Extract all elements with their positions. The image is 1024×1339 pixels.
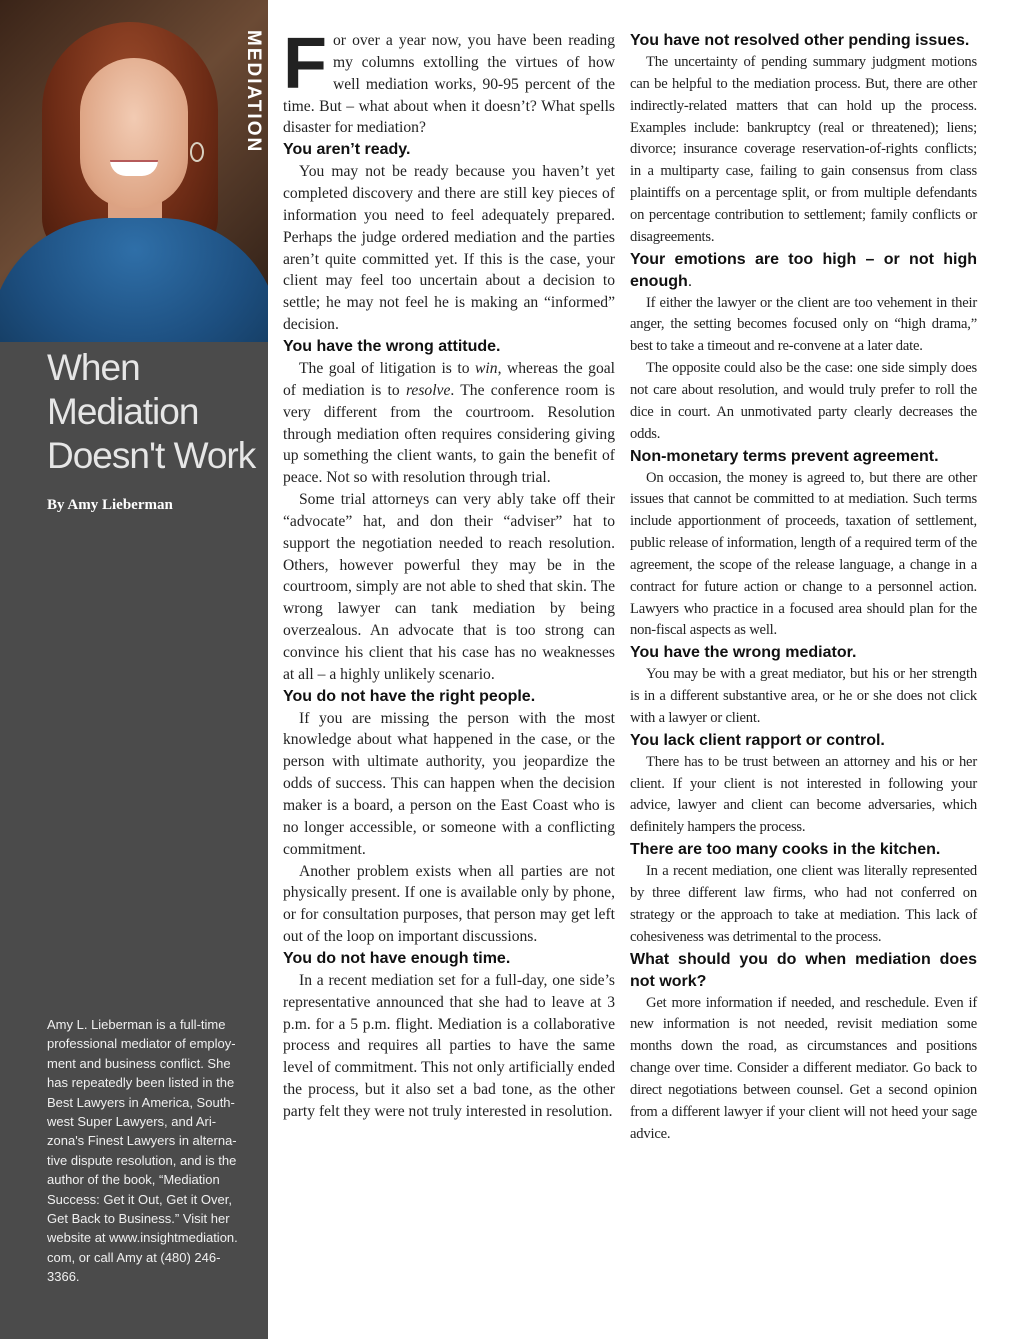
paragraph: In a recent mediation set for a full-day, one side’s representative announced that she had to leave at 3 p.m. for a 5 p.m. flight. Mediation is a collaborative process and requires all parties to have the same level of commitment. This not only artificially ended the process, but it also set a bad tone, as the other party felt they were not truly interested in resolution. (283, 971, 615, 1120)
section-heading: Non-monetary terms prevent agreement. (630, 447, 939, 465)
photo-face (80, 58, 188, 208)
intro-text: or over a year now, you have been reading my columns extolling the virtues of how well mediation works, 90-95 percent of the time. But – what about when it doesn’t? What spells disaster for mediation? (283, 32, 615, 137)
text-run: The goal of litigation is to (299, 359, 476, 377)
title-line: When (47, 347, 140, 388)
text-run: , whereas the goal of mediation is to (283, 359, 615, 399)
paragraph: If either the lawyer or the client are too vehement in their anger, the setting becomes focused only on “high drama,” best to take a timeout and re-convene at a later date. (630, 294, 977, 355)
bio-line: has repeatedly been listed in the (47, 1075, 235, 1091)
bio-line: Best Lawyers in America, South- (47, 1094, 235, 1110)
heading-text: Your emotions are too high – or not high enough (630, 250, 977, 290)
bio-line: Get Back to Business.” Visit her (47, 1211, 230, 1227)
section-heading: You do not have the right people. (283, 687, 536, 705)
section-heading: What should you do when mediation does not work? (630, 950, 977, 990)
heading-period: . (687, 272, 693, 290)
drop-cap: F (283, 24, 327, 104)
paragraph: The uncertainty of pending summary judgment motions can be helpful to the mediation process. But, there are other indirectly-related matters that can hold up the process. Examples include: bankruptcy (real or threatened); liens; divorce; insurance coverage reservation-of-rights conflicts; in a multiparty case, failing to gain consensus from class plaintiffs on a percentage split, or from multiple defendants on percentage contribution to settlement; family conflicts or disagreements. (630, 54, 977, 245)
section-heading: You have not resolved other pending issues. (630, 32, 970, 49)
paragraph: Some trial attorneys can very ably take off their “advocate” hat, and don their “adviser” hat to support the negotiation needed to reach resolution. Others, however powerful they may be in the courtroom, simply are not able to shed that skin. The wrong lawyer can tank mediation by being overzealous. An advocate that is too strong can convince his client that his case has no weaknesses at all – a highly unlikely scenario. (283, 491, 615, 683)
article-column-right (630, 30, 977, 1145)
intro-paragraph (283, 24, 615, 139)
section-heading: You lack client rapport or control. (630, 731, 885, 749)
title-line: Doesn't Work (47, 435, 256, 476)
paragraph: On occasion, the money is agreed to, but there are other issues that cannot be committed to at mediation. Such terms include apportionment of proceeds, taxation of settlement, public release of information, length of a required term of the agreement, the scope of the release language, a change in a contract for future action or change to a personnel action. Lawyers who practice in a focused area should plan for the non-fiscal aspects as well. (630, 469, 977, 639)
paragraph: If you are missing the person with the most knowledge about what happened in the case, or the person with ultimate authority, you jeopardize the odds of success. This can happen when the decision maker is a board, a person on the East Coast who is no longer accessible, or someone with a conflicting commitment. (283, 709, 615, 858)
section-heading: You have the wrong mediator. (630, 644, 857, 662)
emphasis: win (475, 359, 498, 377)
paragraph (283, 358, 615, 489)
article-title (47, 346, 262, 478)
paragraph: The opposite could also be the case: one side simply does not care about resolution, and would truly prefer to roll the dice in court. An unmotivated party clearly decreases the odds. (630, 360, 977, 442)
section-heading: There are too many cooks in the kitchen. (630, 841, 941, 859)
paragraph: You may be with a great mediator, but his or her strength is in a different substantive area, or he or she does not click with a lawyer or client. (630, 666, 977, 726)
text-run: . The conference room is very different from the courtroom. Resolution through mediation often requires considering giving up something the client wants, to gain the benefit of peace. Not so with resolution through trial. (283, 381, 615, 487)
byline: By Amy Lieberman (47, 497, 173, 513)
section-heading: You do not have enough time. (283, 949, 511, 967)
bio-line: author of the book, “Mediation (47, 1172, 220, 1188)
bio-line: Success: Get it Out, Get it Over, (47, 1191, 232, 1207)
emphasis: resolve (405, 381, 451, 399)
section-tag: MEDIATION (243, 30, 264, 154)
photo-earring (190, 142, 204, 162)
bio-line: zona's Finest Lawyers in alterna- (47, 1133, 237, 1149)
section-heading: You have the wrong attitude. (283, 337, 501, 355)
photo-blouse (0, 218, 268, 342)
paragraph: There has to be trust between an attorney and his or her client. If your client is not interested in following your advice, lawyer and client can become adversaries, which definitely hampers the process. (630, 753, 977, 836)
sidebar (0, 0, 268, 1339)
author-photo (0, 0, 268, 342)
bio-line: Amy L. Lieberman is a full-time (47, 1017, 226, 1032)
bio-line: tive dispute resolution, and is the (47, 1152, 237, 1168)
bio-line: professional mediator of employ- (47, 1036, 236, 1052)
bio-line: website at www.insightmediation. (47, 1230, 238, 1246)
section-heading (630, 249, 977, 293)
paragraph: You may not be ready because you haven’t yet completed discovery and there are still key pieces of information you need to feel adequately prepared. Perhaps the judge ordered mediation and the parties aren’t quite committed yet. If this is the case, your client may feel too uncertain about a decision to settle; he may not feel he is making an “informed” decision. (283, 163, 615, 334)
article-column-left (283, 24, 615, 1123)
bio-line: 3366. (47, 1269, 80, 1285)
bio-line: ment and business conflict. She (47, 1055, 231, 1071)
bio-line: west Super Lawyers, and Ari- (47, 1114, 217, 1130)
bio-line: com, or call Amy at (480) 246- (47, 1249, 221, 1265)
paragraph: Get more information if needed, and reschedule. Even if new information is not needed, revisit mediation some months down the road, as circumstances and positions change over time. Consider a different mediator. Go back to direct negotiations between counsel. Get a second opinion from a different lawyer if your client will not heed your sage advice. (630, 994, 977, 1142)
author-bio (47, 1015, 259, 1287)
section-heading: You aren’t ready. (283, 141, 411, 159)
title-line: Mediation (47, 391, 199, 432)
paragraph: In a recent mediation, one client was literally represented by three different law firms, who had not conferred on strategy or the approach to take at mediation. This lack of cohesiveness was detrimental to the process. (630, 863, 977, 945)
paragraph: Another problem exists when all parties are not physically present. If one is available only by phone, or for consultation purposes, that person may get left out of the loop on important discussions. (283, 862, 615, 946)
